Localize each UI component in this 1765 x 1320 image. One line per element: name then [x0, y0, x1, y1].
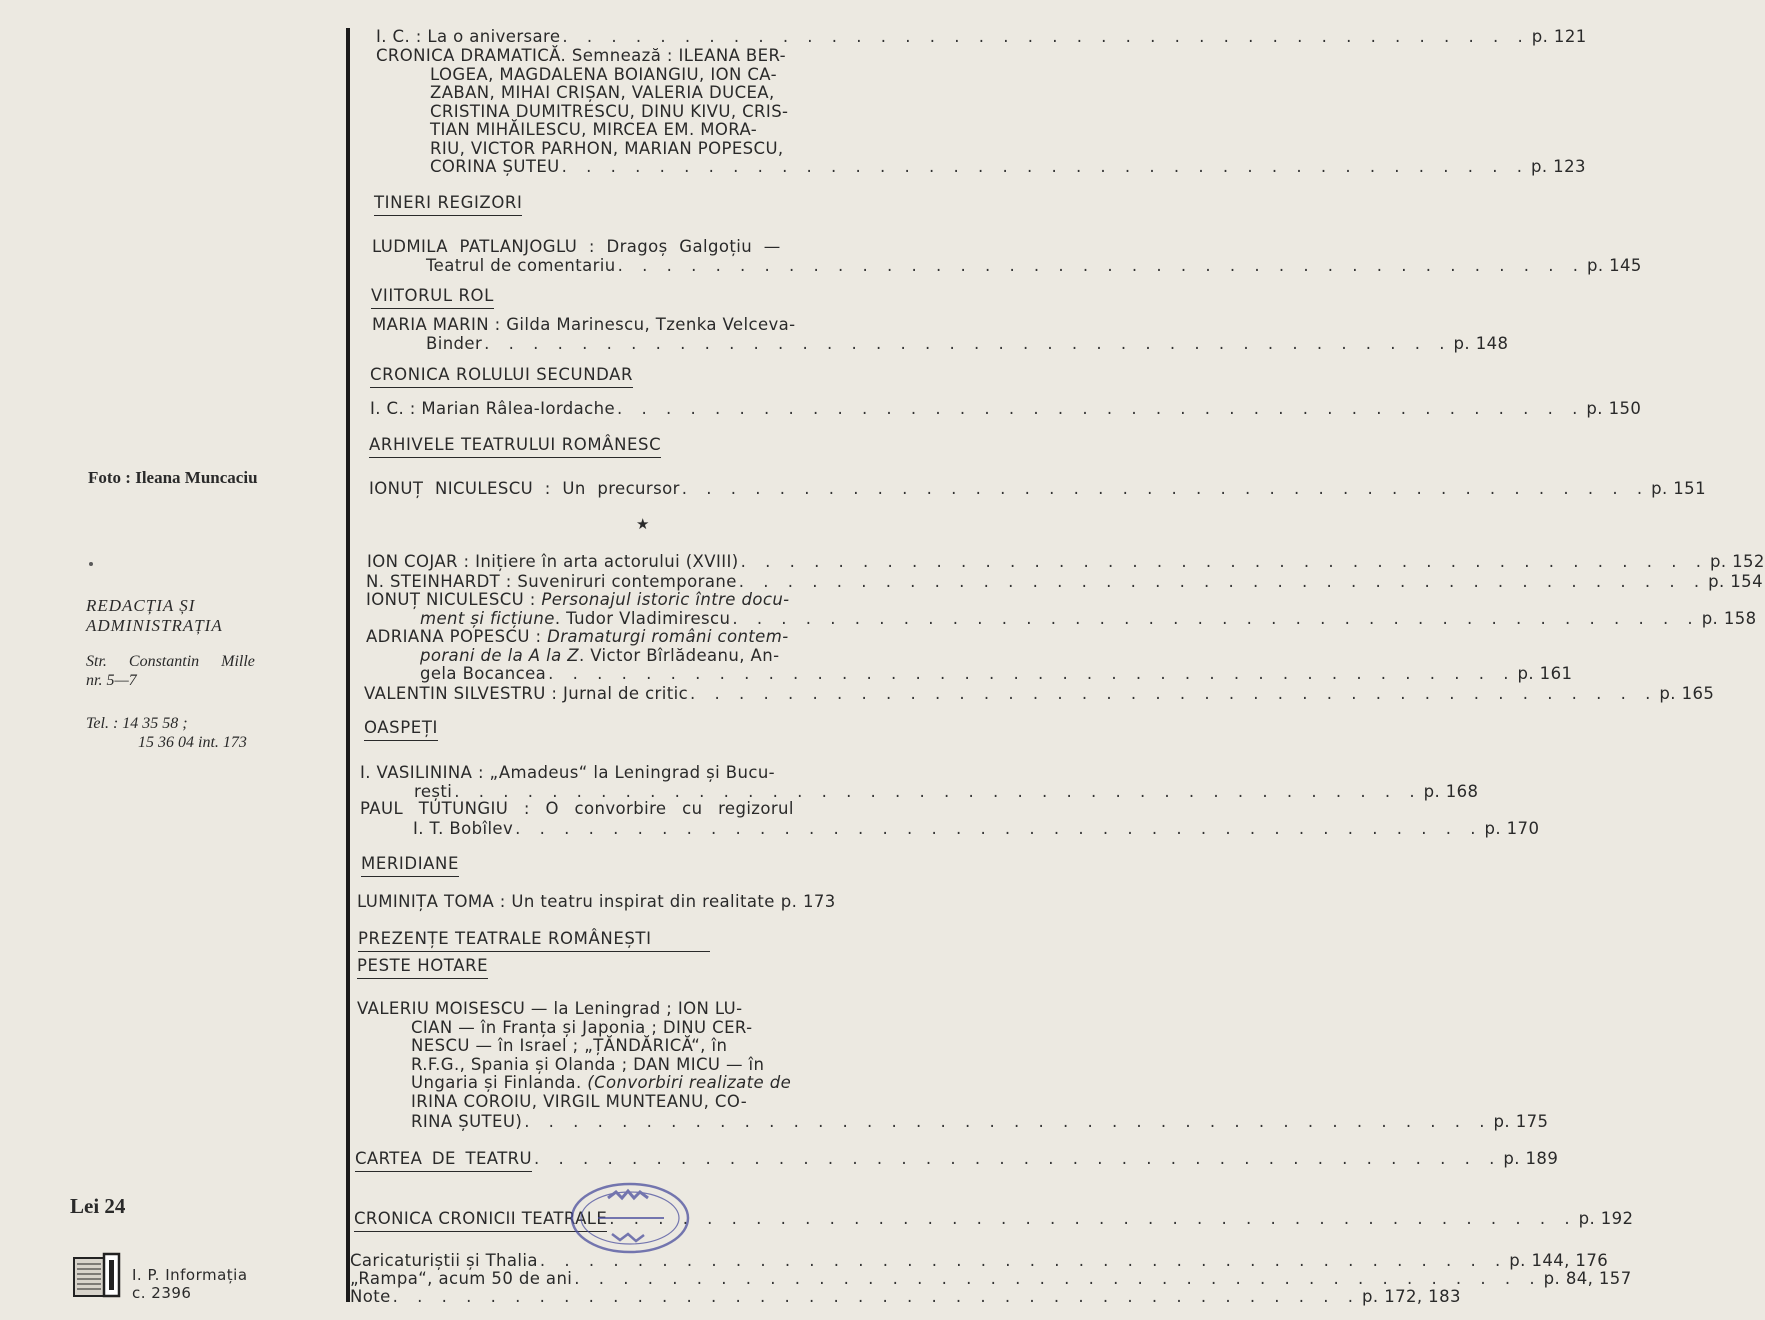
toc-title: gela Bocancea — [420, 664, 547, 683]
toc-entry-last-line — [411, 1112, 1549, 1132]
dot-leader: . . . . . . . . . . . . . . . . . . . . . . . . . . . . . . . . . . . . . . . . — [690, 684, 1658, 703]
toc-entry — [370, 399, 1642, 419]
toc-entry — [372, 238, 781, 257]
dot-leader: . . . . . . . . . . . . . . . . . . . . . . . . . . . . . . . . . . . . . . . . — [561, 157, 1530, 176]
toc-page: p. 158 — [1701, 609, 1757, 628]
toc-title: I. C. : La o aniversare — [376, 27, 561, 46]
toc-title: N. STEINHARDT : Suveniruri contemporane — [366, 572, 737, 591]
toc-title: Binder — [426, 334, 483, 353]
price: Lei 24 — [70, 1194, 126, 1218]
toc-title: CARTEA DE TEATRU — [355, 1150, 532, 1172]
toc-entry — [366, 591, 790, 610]
section-heading: ARHIVELE TEATRULUI ROMÂNESC — [369, 436, 661, 458]
toc-page: p. 172, 183 — [1362, 1287, 1461, 1306]
dot-leader: . . . . . . . . . . . . . . . . . . . . . . . . . . . . . . . . . . . . . . . . — [740, 552, 1708, 571]
toc-entry — [367, 552, 1765, 572]
dot-leader: . . . . . . . . . . . . . . . . . . . . . . . . . . . . . . . . . . . . . . . . — [732, 609, 1700, 628]
toc-entry-last-line — [420, 609, 1757, 629]
toc-line: porani de la A la Z. Victor Bîrlădeanu, An- — [420, 645, 780, 665]
toc-page: p. 148 — [1453, 334, 1509, 353]
toc-entry-last-line — [426, 334, 1509, 354]
toc-page: p. 175 — [1493, 1112, 1549, 1131]
toc-page: p. 165 — [1659, 684, 1715, 703]
section-heading: TINERI REGIZORI — [374, 194, 522, 216]
dot-leader: . . . . . . . . . . . . . . . . . . . . . . . . . . . . . . . . . . . . . . . . — [617, 256, 1585, 275]
address-number: nr. 5—7 — [86, 672, 137, 689]
telephone — [86, 714, 306, 752]
section-heading: VIITORUL ROL — [371, 287, 494, 309]
telephone-line-1: Tel. : 14 35 58 ; — [86, 715, 188, 732]
section-heading: PESTE HOTARE — [357, 957, 488, 979]
toc-entry — [357, 1000, 791, 1111]
dot-leader: . . . . . . . . . . . . . . . . . . . . . . . . . . . . . . . . . . . . . . . . — [515, 819, 1483, 838]
toc-entry-last-line — [430, 157, 1586, 177]
toc-page: p. 170 — [1484, 819, 1540, 838]
toc-line: IONUȚ NICULESCU : Personajul istoric între docu- — [366, 590, 790, 609]
column-divider — [346, 28, 350, 1302]
toc-line: CRONICA DRAMATICĂ. Semnează : ILEANA BER- — [376, 46, 786, 65]
toc-title: CORINA ȘUTEU — [430, 157, 560, 176]
photo-credit: Foto : Ileana Muncaciu — [88, 468, 258, 487]
dot-leader: . . . . . . . . . . . . . . . . . . . . . . . . . . . . . . . . . . . . . . . . — [454, 782, 1422, 801]
toc-page: p. 144, 176 — [1509, 1251, 1609, 1270]
toc-entry — [364, 684, 1715, 704]
dot-leader: . . . . . . . . . . . . . . . . . . . . . . . . . . . . . . . . . . . . . . . . — [574, 1269, 1542, 1288]
address — [86, 652, 306, 690]
dot-leader: . . . . . . . . . . . . . . . . . . . . . . . . . . . . . . . . . . . . . . . . — [539, 1251, 1508, 1270]
imprint — [132, 1266, 248, 1302]
dot-leader: . . . . . . . . . . . . . . . . . . . . . . . . . . . . . . . . . . . . . . . . — [484, 334, 1452, 353]
toc-title: „Rampa“, acum 50 de ani — [350, 1269, 573, 1288]
toc-entry — [350, 1287, 1461, 1307]
imprint-publisher: I. P. Informația — [132, 1266, 248, 1284]
toc-page: p. 84, 157 — [1543, 1269, 1632, 1288]
toc-line: ADRIANA POPESCU : Dramaturgi români contem- — [366, 627, 789, 646]
toc-page: p. 123 — [1531, 157, 1586, 176]
toc-title: I. T. Bobîlev — [413, 819, 514, 838]
toc-entry-last-line — [420, 664, 1573, 684]
star-separator: ★ — [636, 515, 650, 533]
toc-title: ment și ficțiune. Tudor Vladimirescu — [420, 609, 731, 628]
toc-line: IRINA COROIU, VIRGIL MUNTEANU, CO- — [411, 1091, 748, 1111]
toc-line: PAUL TUTUNGIU : O convorbire cu regizorul — [360, 799, 794, 818]
toc-page: p. 161 — [1517, 664, 1573, 683]
printing-house-logo-icon — [73, 1252, 121, 1298]
toc-page: p. 168 — [1423, 782, 1479, 801]
toc-title: Teatrul de comentariu — [426, 256, 616, 275]
toc-line: MARIA MARIN : Gilda Marinescu, Tzenka Velceva- — [372, 315, 796, 334]
toc-entry — [360, 800, 794, 819]
dot-leader: . . . . . . . . . . . . . . . . . . . . . . . . . . . . . . . . . . . . . . . . — [562, 27, 1530, 46]
bullet-dot — [89, 562, 93, 566]
dot-leader: . . . . . . . . . . . . . . . . . . . . . . . . . . . . . . . . . . . . . . . . — [392, 1287, 1361, 1306]
toc-line: Ungaria și Finlanda. (Convorbiri realizate de — [411, 1073, 792, 1092]
toc-title: Caricaturiștii și Thalia — [350, 1251, 538, 1270]
toc-page: p. 192 — [1578, 1209, 1634, 1228]
toc-title: VALENTIN SILVESTRU : Jurnal de critic — [364, 684, 689, 703]
dot-leader: . . . . . . . . . . . . . . . . . . . . . . . . . . . . . . . . . . . . . . . . — [524, 1112, 1492, 1131]
toc-line: I. VASILININA : „Amadeus“ la Leningrad și Bucu- — [360, 763, 776, 782]
toc-entry — [360, 764, 775, 783]
toc-entry-last-line — [413, 819, 1540, 839]
toc-line: CRISTINA DUMITRESCU, DINU KIVU, CRIS- — [430, 101, 789, 121]
section-heading: OASPEȚI — [364, 719, 438, 741]
section-heading: PREZENȚE TEATRALE ROMÂNEȘTI — [358, 930, 710, 952]
toc-page: p. 121 — [1531, 27, 1587, 46]
toc-line: LUDMILA PATLANJOGLU : Dragoș Galgoțiu — — [372, 237, 781, 256]
toc-line: R.F.G., Spania și Olanda ; DAN MICU — în — [411, 1054, 765, 1074]
dot-leader: . . . . . . . . . . . . . . . . . . . . . . . . . . . . . . . . . . . . . . . . — [681, 479, 1650, 498]
dot-leader: . . . . . . . . . . . . . . . . . . . . . . . . . . . . . . . . . . . . . . . . — [534, 1149, 1502, 1168]
toc-line: TIAN MIHĂILESCU, MIRCEA EM. MORA- — [430, 120, 758, 139]
toc-entry — [376, 27, 1587, 47]
dot-leader: . . . . . . . . . . . . . . . . . . . . . . . . . . . . . . . . . . . . . . . . — [738, 572, 1707, 591]
toc-entry-last-line — [426, 256, 1642, 276]
toc-line: ZABAN, MIHAI CRIȘAN, VALERIA DUCEA, — [430, 83, 775, 102]
toc-line: NESCU — în Israel ; „ȚĂNDĂRICĂ“, în — [411, 1036, 728, 1055]
toc-page: p. 154 — [1708, 572, 1763, 591]
telephone-line-2: 15 36 04 int. 173 — [138, 734, 247, 751]
toc-title: rești — [414, 782, 453, 801]
toc-page: p. 189 — [1503, 1149, 1559, 1168]
dot-leader: . . . . . . . . . . . . . . . . . . . . . . . . . . . . . . . . . . . . . . . . — [548, 664, 1516, 683]
section-heading: CRONICA ROLULUI SECUNDAR — [370, 366, 633, 388]
dot-leader: . . . . . . . . . . . . . . . . . . . . . . . . . . . . . . . . . . . . . . . . — [609, 1209, 1577, 1228]
toc-title: ION COJAR : Inițiere în arta actorului (XVIII) — [367, 552, 739, 571]
toc-line: VALERIU MOISESCU — la Leningrad ; ION LU- — [357, 999, 743, 1018]
toc-line: RIU, VICTOR PARHON, MARIAN POPESCU, — [430, 138, 784, 158]
toc-entry — [369, 479, 1706, 499]
section-heading: MERIDIANE — [361, 855, 459, 877]
toc-title: I. C. : Marian Râlea-Iordache — [370, 399, 616, 418]
redaction-heading: REDACȚIA ȘI ADMINISTRAȚIA — [86, 596, 223, 635]
toc-page: p. 152 — [1709, 552, 1765, 571]
toc-entry — [366, 572, 1763, 592]
toc-title: RINA ȘUTEU) — [411, 1112, 523, 1131]
toc-entry — [350, 1269, 1632, 1289]
toc-line: CIAN — în Franța și Japonia ; DINU CER- — [411, 1017, 753, 1037]
imprint-code: c. 2396 — [132, 1284, 192, 1302]
toc-page: p. 151 — [1651, 479, 1706, 498]
toc-page: p. 173 — [780, 892, 836, 911]
toc-title: CRONICA CRONICII TEATRALE — [354, 1210, 607, 1232]
dot-leader: . . . . . . . . . . . . . . . . . . . . . . . . . . . . . . . . . . . . . . . . — [617, 399, 1585, 418]
library-stamp-icon — [568, 1178, 698, 1258]
toc-title: IONUȚ NICULESCU : Un precursor — [369, 479, 680, 498]
toc-entry — [355, 1149, 1559, 1172]
toc-entry — [376, 47, 932, 158]
toc-entry — [366, 628, 789, 665]
toc-line: LOGEA, MAGDALENA BOIANGIU, ION CA- — [430, 64, 777, 84]
address-street: Str. Constantin Mille — [86, 653, 255, 670]
toc-title: LUMINIȚA TOMA : Un teatru inspirat din realitate — [357, 892, 775, 911]
toc-title: Note — [350, 1287, 391, 1306]
toc-entry — [372, 316, 796, 335]
toc-entry — [357, 893, 909, 912]
toc-page: p. 145 — [1586, 256, 1642, 275]
toc-page: p. 150 — [1586, 399, 1642, 418]
